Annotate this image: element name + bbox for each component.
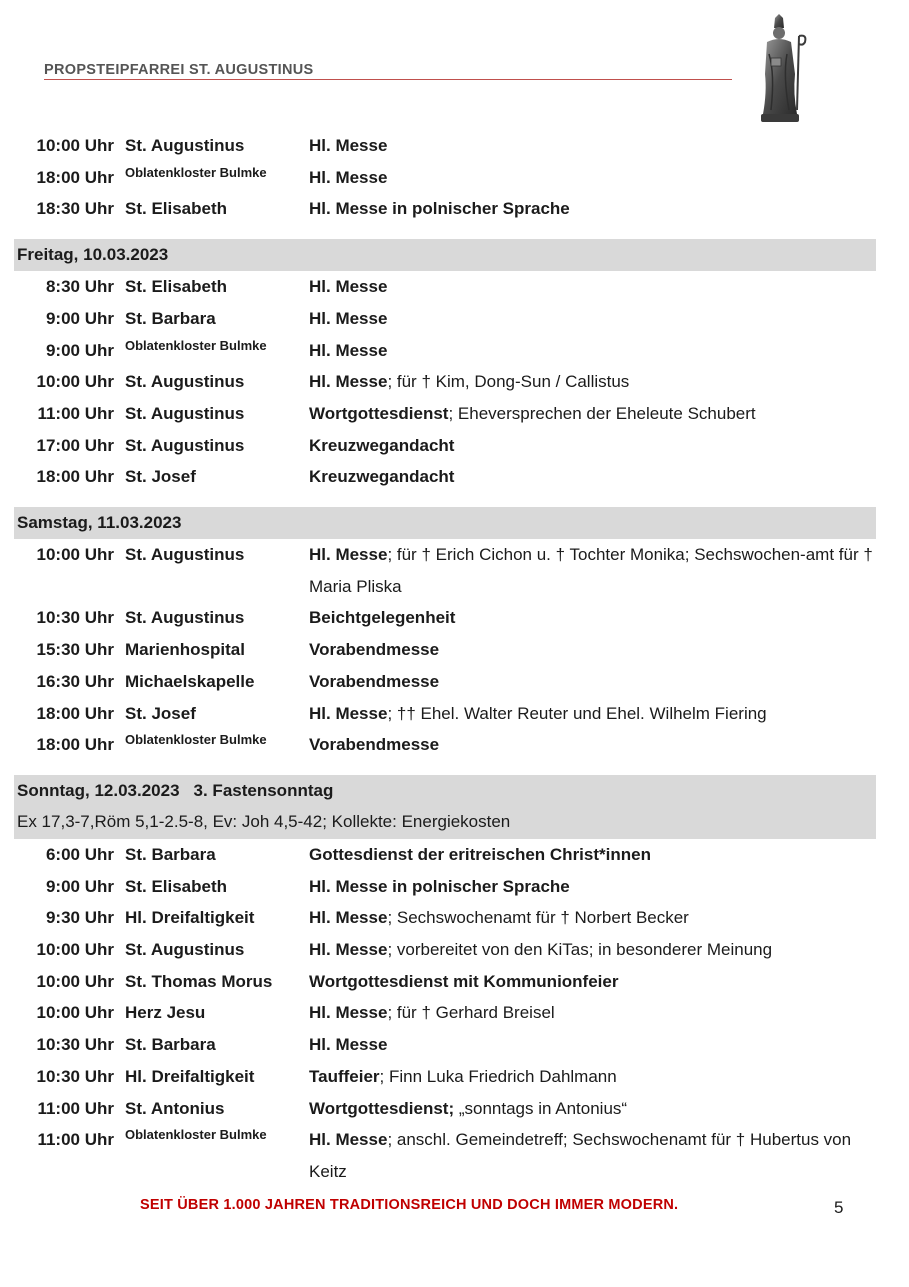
- service-detail: ; für † Kim, Dong-Sun / Callistus: [387, 372, 630, 392]
- schedule-row: [14, 430, 876, 462]
- service-title: Gottesdienst der eritreischen Christ*innen: [309, 844, 651, 864]
- service-time: 10:00 Uhr: [36, 136, 114, 155]
- service-description: [309, 602, 876, 634]
- schedule-row: [14, 130, 876, 162]
- service-time: 10:00 Uhr: [36, 545, 114, 565]
- service-location: St. Josef: [125, 703, 196, 723]
- service-description: [309, 634, 876, 666]
- service-time: 11:00 Uhr: [37, 1098, 114, 1118]
- service-title: Hl. Messe: [309, 277, 388, 297]
- service-title: Hl. Messe: [309, 908, 388, 928]
- service-time: 10:00 Uhr: [36, 372, 114, 392]
- service-location: St. Augustinus: [125, 940, 245, 960]
- service-description: [309, 398, 876, 430]
- service-location: St. Barbara: [125, 844, 216, 864]
- service-location: St. Barbara: [125, 308, 216, 328]
- service-location: Oblatenkloster Bulmke: [125, 337, 267, 353]
- schedule-row: [14, 1124, 876, 1187]
- service-description: [309, 1124, 876, 1187]
- service-time: 9:00 Uhr: [45, 876, 114, 896]
- day-heading-date: Samstag, 11.03.2023: [17, 513, 182, 533]
- schedule-row: [14, 366, 876, 398]
- service-description: [309, 666, 876, 698]
- service-description: [309, 934, 876, 966]
- service-description: [309, 839, 876, 871]
- service-location: St. Augustinus: [125, 435, 245, 455]
- service-description: [309, 130, 876, 162]
- service-location: St. Barbara: [125, 1035, 216, 1055]
- schedule-row: [14, 303, 876, 335]
- service-description: [309, 729, 876, 761]
- service-title: Hl. Messe: [309, 1130, 388, 1150]
- schedule-row: [14, 1029, 876, 1061]
- service-title: Hl. Messe: [309, 167, 388, 187]
- service-title: Hl. Messe in polnischer Sprache: [309, 876, 570, 896]
- saint-augustinus-statue-icon: [753, 14, 813, 126]
- service-detail: ; Sechswochenamt für † Norbert Becker: [387, 908, 689, 928]
- service-time: 8:30 Uhr: [45, 277, 114, 297]
- service-title: Kreuzwegandacht: [309, 435, 455, 455]
- service-title: Hl. Messe: [309, 308, 388, 328]
- schedule-row: [14, 729, 876, 761]
- service-location: St. Thomas Morus: [125, 971, 273, 991]
- service-description: [309, 1093, 876, 1125]
- service-location: Oblatenkloster Bulmke: [125, 1127, 267, 1143]
- service-title: Beichtgelegenheit: [309, 608, 456, 628]
- section-spacer: [14, 761, 876, 775]
- service-title: Hl. Messe: [309, 940, 388, 960]
- service-title: Wortgottesdienst mit Kommunionfeier: [309, 971, 619, 991]
- service-time: 10:30 Uhr: [36, 1035, 114, 1055]
- service-description: [309, 871, 876, 903]
- service-title: Hl. Messe: [309, 703, 388, 723]
- schedule-row: [14, 1061, 876, 1093]
- schedule-row: [14, 461, 876, 493]
- service-title: Hl. Messe: [309, 372, 388, 392]
- service-location: St. Elisabeth: [125, 876, 228, 896]
- day-heading: [14, 239, 876, 271]
- service-detail: ; für † Gerhard Breisel: [387, 1003, 555, 1023]
- day-readings-note: Ex 17,3-7,Röm 5,1-2.5-8, Ev: Joh 4,5-42; Kollekte: Energiekosten: [14, 807, 876, 839]
- footer-slogan: SEIT ÜBER 1.000 JAHREN TRADITIONSREICH UND DOCH IMMER MODERN.: [140, 1197, 679, 1213]
- service-description: [309, 366, 876, 398]
- schedule-row: [14, 871, 876, 903]
- schedule-row: [14, 271, 876, 303]
- schedule-content: [14, 130, 876, 1188]
- service-detail: ; für † Erich Cichon u. † Tochter Monika; Sechswochen-amt für † Maria Pliska: [309, 545, 873, 596]
- schedule-row: [14, 335, 876, 367]
- service-description: [309, 698, 876, 730]
- service-detail: ; †† Ehel. Walter Reuter und Ehel. Wilhelm Fiering: [387, 703, 767, 723]
- service-location: St. Augustinus: [125, 403, 245, 423]
- day-heading-date: Freitag, 10.03.2023: [17, 245, 169, 265]
- service-title: Vorabendmesse: [309, 671, 440, 691]
- schedule-row: [14, 602, 876, 634]
- service-description: [309, 335, 876, 367]
- service-description: [309, 539, 876, 602]
- service-title: Hl. Messe: [309, 1003, 388, 1023]
- service-location: Michaelskapelle: [125, 671, 255, 691]
- service-location: Hl. Dreifaltigkeit: [125, 1066, 255, 1086]
- service-description: [309, 193, 876, 225]
- schedule-row: [14, 1093, 876, 1125]
- service-time: 9:00 Uhr: [45, 340, 114, 360]
- service-time: 18:00 Uhr: [36, 703, 114, 723]
- service-title: Wortgottesdienst;: [309, 1098, 455, 1118]
- service-title: Tauffeier: [309, 1066, 380, 1086]
- schedule-row: [14, 666, 876, 698]
- service-time: 18:00 Uhr: [36, 735, 114, 755]
- section-spacer: [14, 493, 876, 507]
- service-location: Oblatenkloster Bulmke: [125, 732, 267, 748]
- service-description: [309, 966, 876, 998]
- day-section: [14, 493, 876, 761]
- service-time: 10:00 Uhr: [36, 940, 114, 960]
- service-location: Marienhospital: [125, 640, 245, 660]
- service-time: 9:00 Uhr: [45, 308, 114, 328]
- service-time: 6:00 Uhr: [45, 844, 114, 864]
- service-time: 9:30 Uhr: [45, 908, 114, 928]
- service-time: 10:30 Uhr: [36, 608, 114, 628]
- schedule-row: [14, 839, 876, 871]
- schedule-row: [14, 193, 876, 225]
- schedule-row: [14, 634, 876, 666]
- service-title: Vorabendmesse: [309, 735, 440, 755]
- service-time: 10:00 Uhr: [36, 1003, 114, 1023]
- service-location: St. Elisabeth: [125, 199, 228, 219]
- service-title: Kreuzwegandacht: [309, 467, 455, 487]
- day-heading: [14, 775, 876, 807]
- day-heading: [14, 507, 876, 539]
- service-description: [309, 430, 876, 462]
- service-title: Wortgottesdienst: [309, 403, 449, 423]
- service-location: Herz Jesu: [125, 1003, 206, 1023]
- service-title: Hl. Messe: [309, 1035, 388, 1055]
- schedule-row: [14, 997, 876, 1029]
- service-title: Hl. Messe: [309, 545, 388, 565]
- service-location: St. Josef: [125, 467, 196, 487]
- day-section: [14, 130, 876, 225]
- header-divider: [44, 79, 732, 80]
- service-title: Hl. Messe in polnischer Sprache: [309, 199, 570, 219]
- schedule-row: [14, 966, 876, 998]
- day-heading-date: Sonntag, 12.03.2023: [17, 780, 180, 800]
- service-detail: ; Eheversprechen der Eheleute Schubert: [448, 403, 756, 423]
- service-time: 15:30 Uhr: [36, 640, 114, 660]
- schedule-row: [14, 698, 876, 730]
- service-title: Vorabendmesse: [309, 640, 440, 660]
- service-time: 18:30 Uhr: [36, 199, 114, 219]
- service-description: [309, 162, 876, 194]
- service-time: 10:00 Uhr: [36, 971, 114, 991]
- day-section: [14, 761, 876, 1188]
- service-description: [309, 461, 876, 493]
- service-time: 10:30 Uhr: [36, 1066, 114, 1086]
- page-number: 5: [834, 1198, 844, 1217]
- service-time: 17:00 Uhr: [36, 435, 114, 455]
- service-description: [309, 1029, 876, 1061]
- schedule-row: [14, 934, 876, 966]
- service-time: 18:00 Uhr: [36, 467, 114, 487]
- service-detail: ; anschl. Gemeindetreff; Sechswochenamt für † Hubertus von Keitz: [309, 1130, 852, 1181]
- service-time: 18:00 Uhr: [36, 167, 114, 187]
- service-title: Hl. Messe: [309, 340, 388, 360]
- service-location: St. Augustinus: [125, 372, 245, 392]
- section-spacer: [14, 225, 876, 239]
- service-location: St. Antonius: [125, 1098, 225, 1118]
- service-location: Hl. Dreifaltigkeit: [125, 908, 255, 928]
- day-section: [14, 225, 876, 493]
- service-time: 11:00 Uhr: [37, 403, 114, 423]
- service-time: 16:30 Uhr: [36, 671, 114, 691]
- service-description: [309, 997, 876, 1029]
- schedule-row: [14, 539, 876, 602]
- service-time: 11:00 Uhr: [37, 1130, 114, 1150]
- page-header-title: PROPSTEIPFARREI ST. AUGUSTINUS: [44, 62, 314, 78]
- schedule-row: [14, 162, 876, 194]
- service-description: [309, 303, 876, 335]
- schedule-row: [14, 902, 876, 934]
- service-detail: ; vorbereitet von den KiTas; in besonderer Meinung: [387, 940, 773, 960]
- service-location: Oblatenkloster Bulmke: [125, 164, 267, 180]
- service-description: [309, 902, 876, 934]
- service-description: [309, 271, 876, 303]
- service-location: St. Elisabeth: [125, 277, 228, 297]
- service-location: St. Augustinus: [125, 136, 245, 155]
- service-location: St. Augustinus: [125, 545, 245, 565]
- day-heading-feast: 3. Fastensonntag: [193, 780, 334, 800]
- service-description: [309, 1061, 876, 1093]
- service-detail: „sonntags in Antonius“: [454, 1098, 628, 1118]
- service-title: Hl. Messe: [309, 136, 388, 155]
- service-detail: ; Finn Luka Friedrich Dahlmann: [379, 1066, 617, 1086]
- schedule-row: [14, 398, 876, 430]
- service-location: St. Augustinus: [125, 608, 245, 628]
